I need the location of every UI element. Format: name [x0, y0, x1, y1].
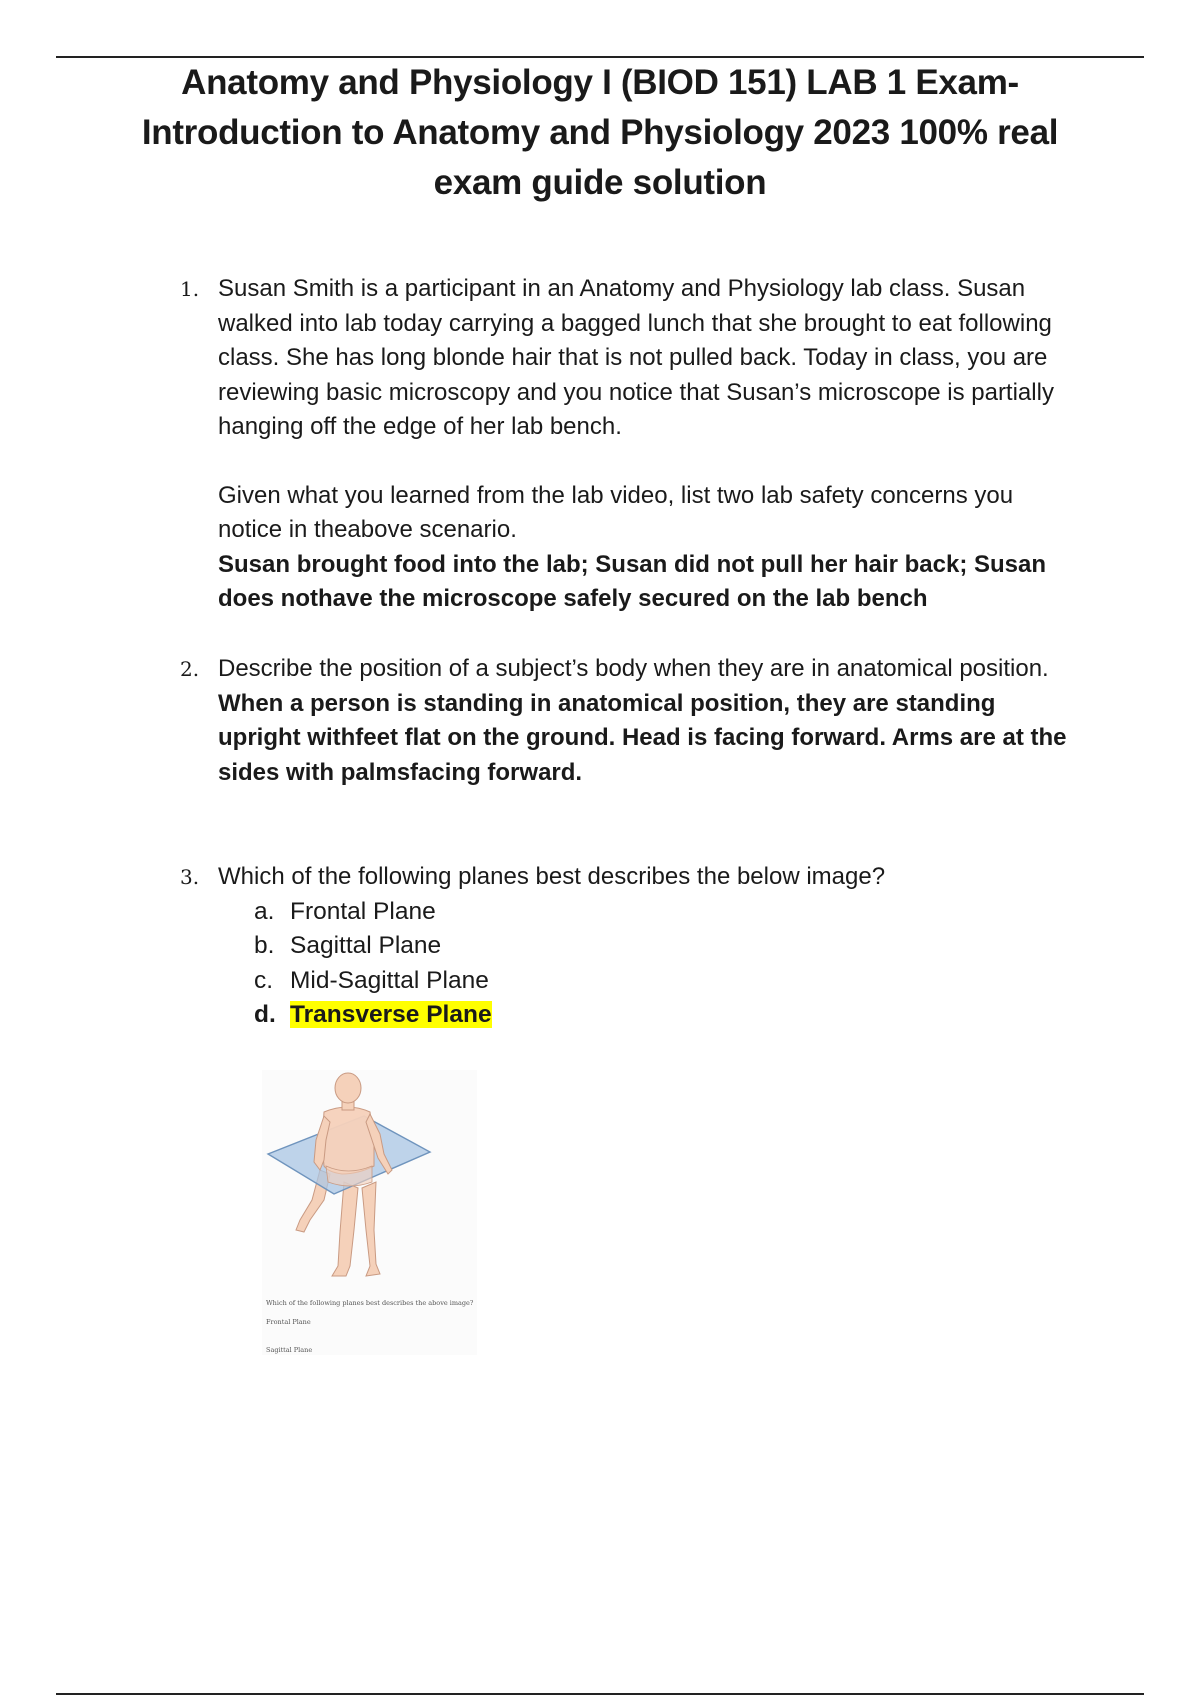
option-b — [254, 929, 1080, 964]
option-text: Frontal Plane — [290, 897, 436, 925]
option-text: Mid-Sagittal Plane — [290, 966, 489, 994]
question-1 — [180, 272, 1080, 617]
question-text: Which of the following planes best describes the below image? — [218, 863, 886, 890]
question-number: 1. — [180, 277, 200, 301]
question-3 — [180, 860, 1080, 1033]
option-label: b. — [254, 932, 275, 959]
option-d-correct — [254, 998, 1080, 1033]
option-label: c. — [254, 966, 274, 994]
answer-text: Susan brought food into the lab; Susan did not pull her hair back; Susan does nothave the microscope safely secured on the lab bench — [218, 550, 1047, 612]
document-title: Anatomy and Physiology I (BIOD 151) LAB 1 Exam- Introduction to Anatomy and Physiology 2023 100% real exam guide solution — [141, 63, 1059, 202]
question-text: Describe the position of a subject’s body when they are in anatomical position. — [218, 655, 1049, 682]
question-prompt: Susan Smith is a participant in an Anatomy and Physiology lab class. Susan walked into lab today carrying a bagged lunch that she brought to eat following class. She has long blonde hair that is not pulled back. Today in class, you are reviewing basic microscopy and you notice that Susan’s microscope is partially hanging off the edge of her lab bench. — [218, 275, 1054, 440]
option-a — [254, 895, 1080, 930]
human-figure-icon — [262, 1070, 477, 1290]
figure-caption-question: Which of the following planes best describes the above image? — [266, 1299, 474, 1307]
bottom-rule — [56, 1693, 1144, 1695]
transverse-plane-figure — [262, 1070, 477, 1355]
figure-caption-option-b: Sagittal Plane — [266, 1346, 313, 1354]
option-c — [254, 964, 1080, 999]
question-2 — [180, 652, 1080, 790]
answer-text: When a person is standing in anatomical position, they are standing upright withfeet flat on the ground. Head is facing forward. Arms are at the sides with palmsfacing forward. — [218, 689, 1067, 786]
question-text: Given what you learned from the lab video, list two lab safety concerns you notice in theabove scenario. — [218, 481, 1014, 543]
option-text-highlighted: Transverse Plane — [290, 1001, 492, 1028]
option-label: a. — [254, 897, 275, 925]
question-number: 3. — [180, 865, 200, 889]
figure-caption-option-a: Frontal Plane — [266, 1318, 311, 1326]
question-number: 2. — [180, 657, 200, 681]
option-label: d. — [254, 1001, 276, 1028]
answer-options — [254, 895, 1080, 1033]
option-text: Sagittal Plane — [290, 932, 442, 959]
